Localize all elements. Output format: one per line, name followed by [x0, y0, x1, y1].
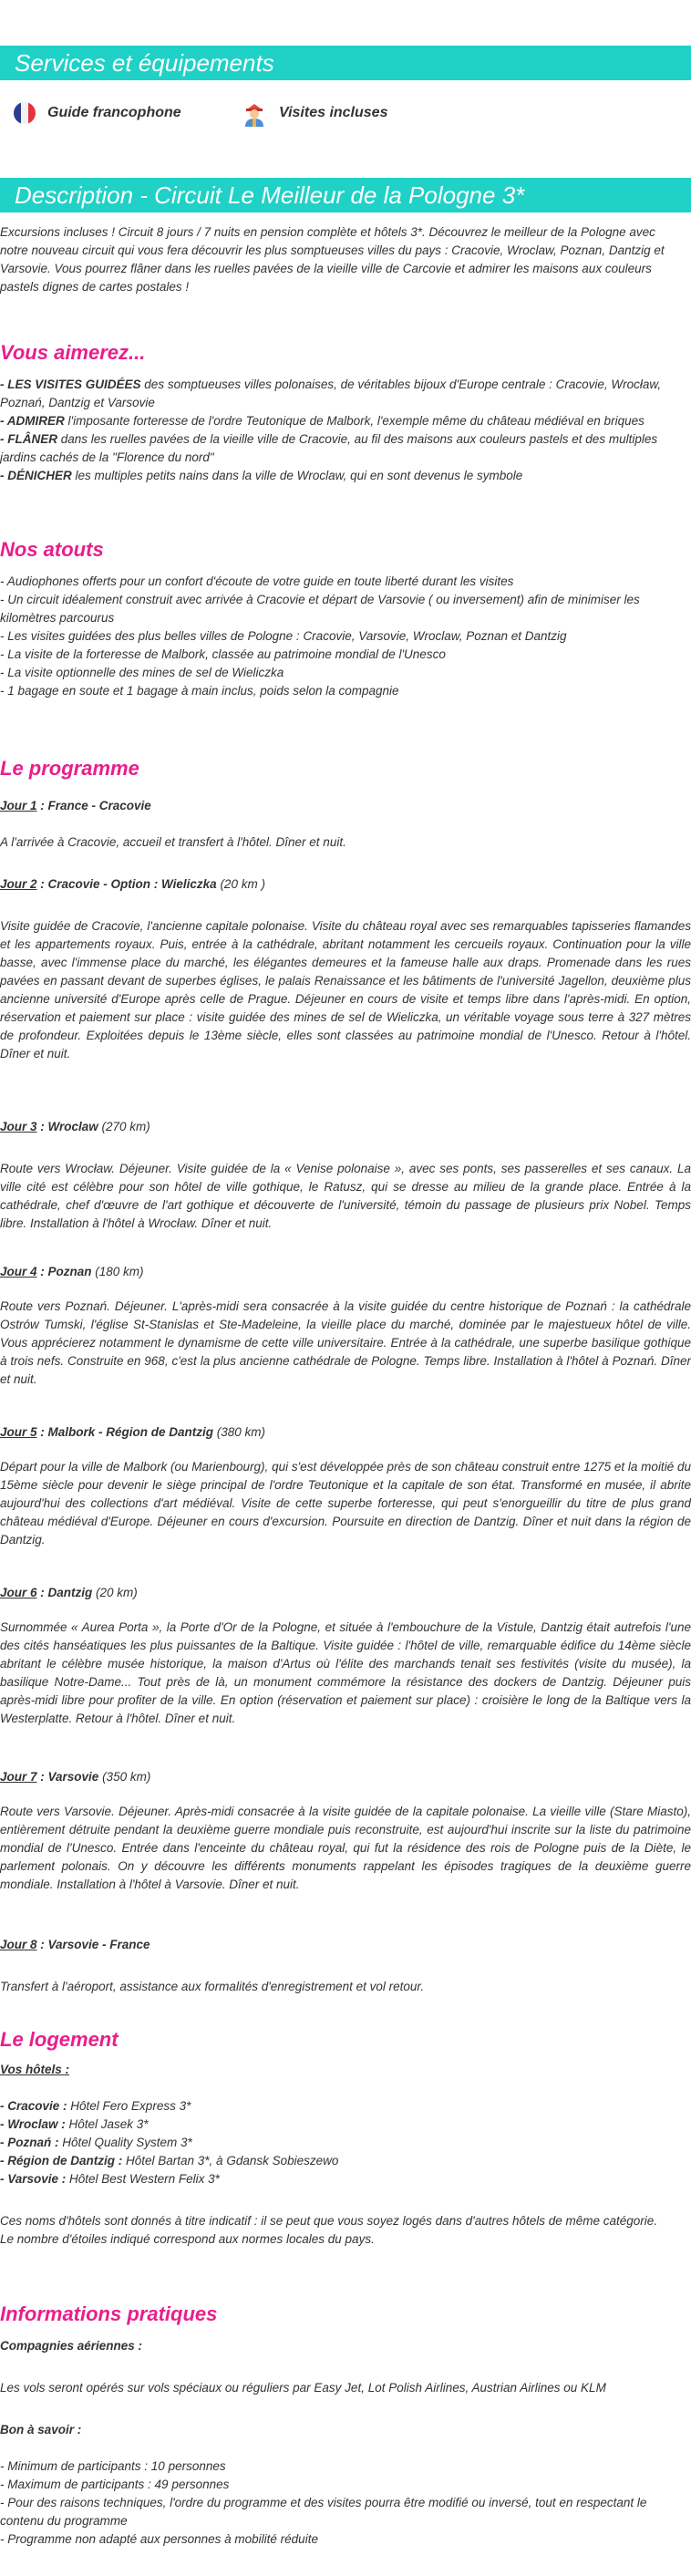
feature-visits [241, 99, 387, 127]
day-heading: Jour 3 : Wroclaw (270 km) [0, 1120, 150, 1133]
feature-guide-label: Guide francophone [47, 105, 181, 120]
aimerez-item: - FLÂNER dans les ruelles pavées de la vieille ville de Cracovie, au fil des maisons aux couleurs pastels et des multiples jardins cachés de la "Florence du nord" [0, 432, 658, 464]
logement-title: Le logement [0, 2028, 119, 2051]
description-title: Description - Circuit Le Meilleur de la Pologne 3* [0, 178, 691, 212]
know-item: - Maximum de participants : 49 personnes [0, 2478, 230, 2491]
know-item: - Programme non adapté aux personnes à mobilité réduite [0, 2532, 318, 2546]
atout-item: - Audiophones offerts pour un confort d'écoute de votre guide en toute liberté durant les visites [0, 574, 514, 588]
hotel-item: - Poznań : Hôtel Quality System 3* [0, 2136, 192, 2149]
aimerez-item: - ADMIRER l'imposante forteresse de l'ordre Teutonique de Malbork, l'exemple même du château médiéval en briques [0, 414, 645, 428]
programme-section [0, 757, 691, 781]
hotel-note: Le nombre d'étoiles indiqué correspond aux normes locales du pays. [0, 2232, 375, 2246]
day-heading: Jour 5 : Malbork - Région de Dantzig (380 km) [0, 1425, 266, 1439]
day-text: Route vers Wrocław. Déjeuner. Visite guidée de la « Venise polonaise », avec ses ponts, ses passerelles et ses canaux. La ville cité est célèbre pour son hôtel de ville gothique, le Ratusz, qui se dresse au milieu de la grande place. Entrée à la cathédrale, chef d'œuvre de l'art gothique et découverte de l'université, témoin du passage de plusieurs prix Nobel. Temps libre. Installation à l'hôtel à Wrocław. Dîner et nuit. [0, 1162, 691, 1230]
aimerez-item: - LES VISITES GUIDÉES des somptueuses villes polonaises, de véritables bijoux d'Europe centrale : Cracovie, Wrocław, Poznań, Dantzig et Varsovie [0, 378, 662, 409]
services-section [0, 46, 691, 135]
day-block [0, 1263, 691, 1389]
airlines-label: Compagnies aériennes : [0, 2339, 143, 2353]
infos-title: Informations pratiques [0, 2302, 218, 2325]
features-row [0, 91, 691, 135]
day-heading: Jour 4 : Poznan (180 km) [0, 1265, 144, 1278]
day-heading: Jour 1 : France - Cracovie [0, 799, 151, 812]
france-flag-icon [13, 101, 36, 125]
know-item: - Minimum de participants : 10 personnes [0, 2459, 226, 2473]
feature-visits-label: Visites incluses [279, 105, 388, 120]
atout-item: - Les visites guidées des plus belles villes de Pologne : Cracovie, Varsovie, Wroclaw, Poznan et Dantzig [0, 629, 567, 643]
day-block [0, 1118, 691, 1233]
know-label: Bon à savoir : [0, 2423, 82, 2436]
aimerez-item: - DÉNICHER les multiples petits nains dans la ville de Wroclaw, qui en sont devenus le symbole [0, 469, 523, 482]
day-text: Route vers Varsovie. Déjeuner. Après-midi consacrée à la visite guidée de la capitale polonaise. La vieille ville (Stare Miasto), entièrement détruite pendant la deuxième guerre mondiale puis reconstruite, est aujourd'hui inscrite sur la liste du patrimoine mondial de l'Unesco. Entrée dans l'enceinte du château royal, qui fut la résidence des rois de Pologne puis de la Diète, le parlement polonais. On y découvre les différents monuments rappelant les épisodes tragiques de la deuxième guerre mondiale. Installation à l'hôtel à Varsovie. Dîner et nuit. [0, 1805, 691, 1891]
description-section [0, 178, 691, 296]
know-item: - Pour des raisons techniques, l'ordre du programme et des visites pourra être modifié ou inversé, tout en respectant le contenu du programme [0, 2496, 647, 2528]
day-block [0, 875, 691, 1063]
day-text: Surnommée « Aurea Porta », la Porte d'Or de la Pologne, et située à l'embouchure de la Vistule, Dantzig était autrefois l'une des cités hanséatiques les plus puissantes de la Baltique. Visite guidée : l'hôtel de ville, remarquable édifice du 14ème siècle abritant le célèbre musée historique, la maison d'Artus où l'élite des marchands tenait ses festivités (visite du musée), la basilique Notre-Dame... Tout près de là, un monument commémore la résistance des dockers de Dantzig. Déjeuner puis après-midi libre pour profiter de la ville. En option (réservation et paiement sur place) : croisière le long de la Baltique vers la Westerplatte. Retour à l'hôtel. Dîner et nuit. [0, 1620, 691, 1725]
atout-item: - La visite optionnelle des mines de sel de Wieliczka [0, 666, 284, 679]
atouts-section [0, 538, 688, 700]
description-intro: Excursions incluses ! Circuit 8 jours / 7 nuits en pension complète et hôtels 3*. Découvrez le meilleur de la Pologne avec notre nouveau circuit qui vous fera découvrir les plus somptueuses villes du pays : Cracovie, Wroclaw, Poznan, Dantzig et Varsovie. Vous pourrez flâner dans les ruelles pavées de la vieille ville de Carcovie et admirer les maisons aux couleurs pastels dignes de cartes postales ! [0, 225, 665, 294]
infos-section [0, 2302, 691, 2549]
aimerez-section [0, 341, 688, 485]
day-heading: Jour 7 : Varsovie (350 km) [0, 1770, 151, 1784]
day-block [0, 1768, 691, 1894]
atouts-title: Nos atouts [0, 538, 104, 561]
airlines-text: Les vols seront opérés sur vols spéciaux ou réguliers par Easy Jet, Lot Polish Airlines, Austrian Airlines ou KLM [0, 2381, 606, 2395]
programme-title: Le programme [0, 757, 139, 780]
hotel-note: Ces noms d'hôtels sont donnés à titre indicatif : il se peut que vous soyez logés dans d'autres hôtels de même catégorie. [0, 2214, 658, 2228]
day-heading: Jour 8 : Varsovie - France [0, 1938, 150, 1951]
feature-guide [0, 101, 241, 125]
day-block [0, 1423, 691, 1549]
hotel-item: - Cracovie : Hôtel Fero Express 3* [0, 2099, 191, 2113]
atout-item: - 1 bagage en soute et 1 bagage à main inclus, poids selon la compagnie [0, 684, 399, 698]
day-heading: Jour 2 : Cracovie - Option : Wieliczka (20 km ) [0, 877, 265, 891]
tourist-guide-icon [241, 99, 268, 127]
atout-item: - Un circuit idéalement construit avec arrivée à Cracovie et départ de Varsovie ( ou inversement) afin de minimiser les kilomètres parcourus [0, 593, 640, 625]
services-title: Services et équipements [0, 46, 691, 80]
day-text: Route vers Poznań. Déjeuner. L'après-midi sera consacrée à la visite guidée du centre historique de Poznań : la cathédrale Ostrów Tumski, l'église St-Stanislas et Ste-Madeleine, la vieille place du marché, dominée par le majestueux hôtel de ville. Vous apprécierez notamment le dynamisme de cette ville universitaire. Entrée à la cathédrale, une superbe basilique gothique à trois nefs. Construite en 968, c'est la plus ancienne cathédrale de Pologne. Temps libre. Installation à l'hôtel à Poznań. Dîner et nuit. [0, 1299, 691, 1386]
day-block [0, 1584, 691, 1728]
atout-item: - La visite de la forteresse de Malbork, classée au patrimoine mondial de l'Unesco [0, 647, 446, 661]
day-text: Visite guidée de Cracovie, l'ancienne capitale polonaise. Visite du château royal avec ses remarquables tapisseries flamandes et les appartements royaux. Puis, entrée à la cathédrale, abritant notamment les cercueils royaux. Continuation pour la ville basse, avec l'immense place du marché, les élégantes demeures et la fameuse halle aux draps. Promenade dans les rues pavées en passant devant de superbes églises, le palais Renaissance et les bâtiments de l'université Jagellon, deuxième plus ancienne université d'Europe après celle de Prague. Déjeuner en cours de visite et temps libre dans l'après-midi. En option, réservation et paiement sur place : visite guidée des mines de sel de Wieliczka, un véritable voyage sous terre à 327 mètres de profondeur. Exploitées depuis le 13ème siècle, elles sont classées au patrimoine mondial de l'Unesco. Retour à l'hôtel. Dîner et nuit. [0, 919, 691, 1060]
aimerez-title: Vous aimerez... [0, 341, 146, 364]
hotels-subtitle: Vos hôtels : [0, 2063, 70, 2076]
day-text: Transfert à l'aéroport, assistance aux formalités d'enregistrement et vol retour. [0, 1980, 425, 1993]
hotel-item: - Région de Dantzig : Hôtel Bartan 3*, à Gdansk Sobieszewo [0, 2154, 339, 2167]
day-text: Départ pour la ville de Malbork (ou Marienbourg), qui s'est développée près de son château construit entre 1275 et la moitié du 15ème siècle pour devenir le siège principal de l'ordre Teutonique et la capitale de son état. Transformé en musée, il abrite aujourd'hui des collections d'art médiéval. Visite de cette superbe forteresse, qui peut s'enorgueillir du titre de plus grand château médiéval d'Europe. Déjeuner en cours d'excursion. Poursuite en direction de Dantzig. Dîner et nuit dans la région de Dantzig. [0, 1460, 691, 1547]
hotel-item: - Wroclaw : Hôtel Jasek 3* [0, 2117, 149, 2131]
day-block [0, 797, 691, 852]
day-heading: Jour 6 : Dantzig (20 km) [0, 1586, 138, 1599]
day-text: A l'arrivée à Cracovie, accueil et transfert à l'hôtel. Dîner et nuit. [0, 835, 346, 849]
day-block [0, 1936, 691, 1996]
logement-section [0, 2028, 691, 2249]
hotel-item: - Varsovie : Hôtel Best Western Felix 3* [0, 2172, 220, 2186]
